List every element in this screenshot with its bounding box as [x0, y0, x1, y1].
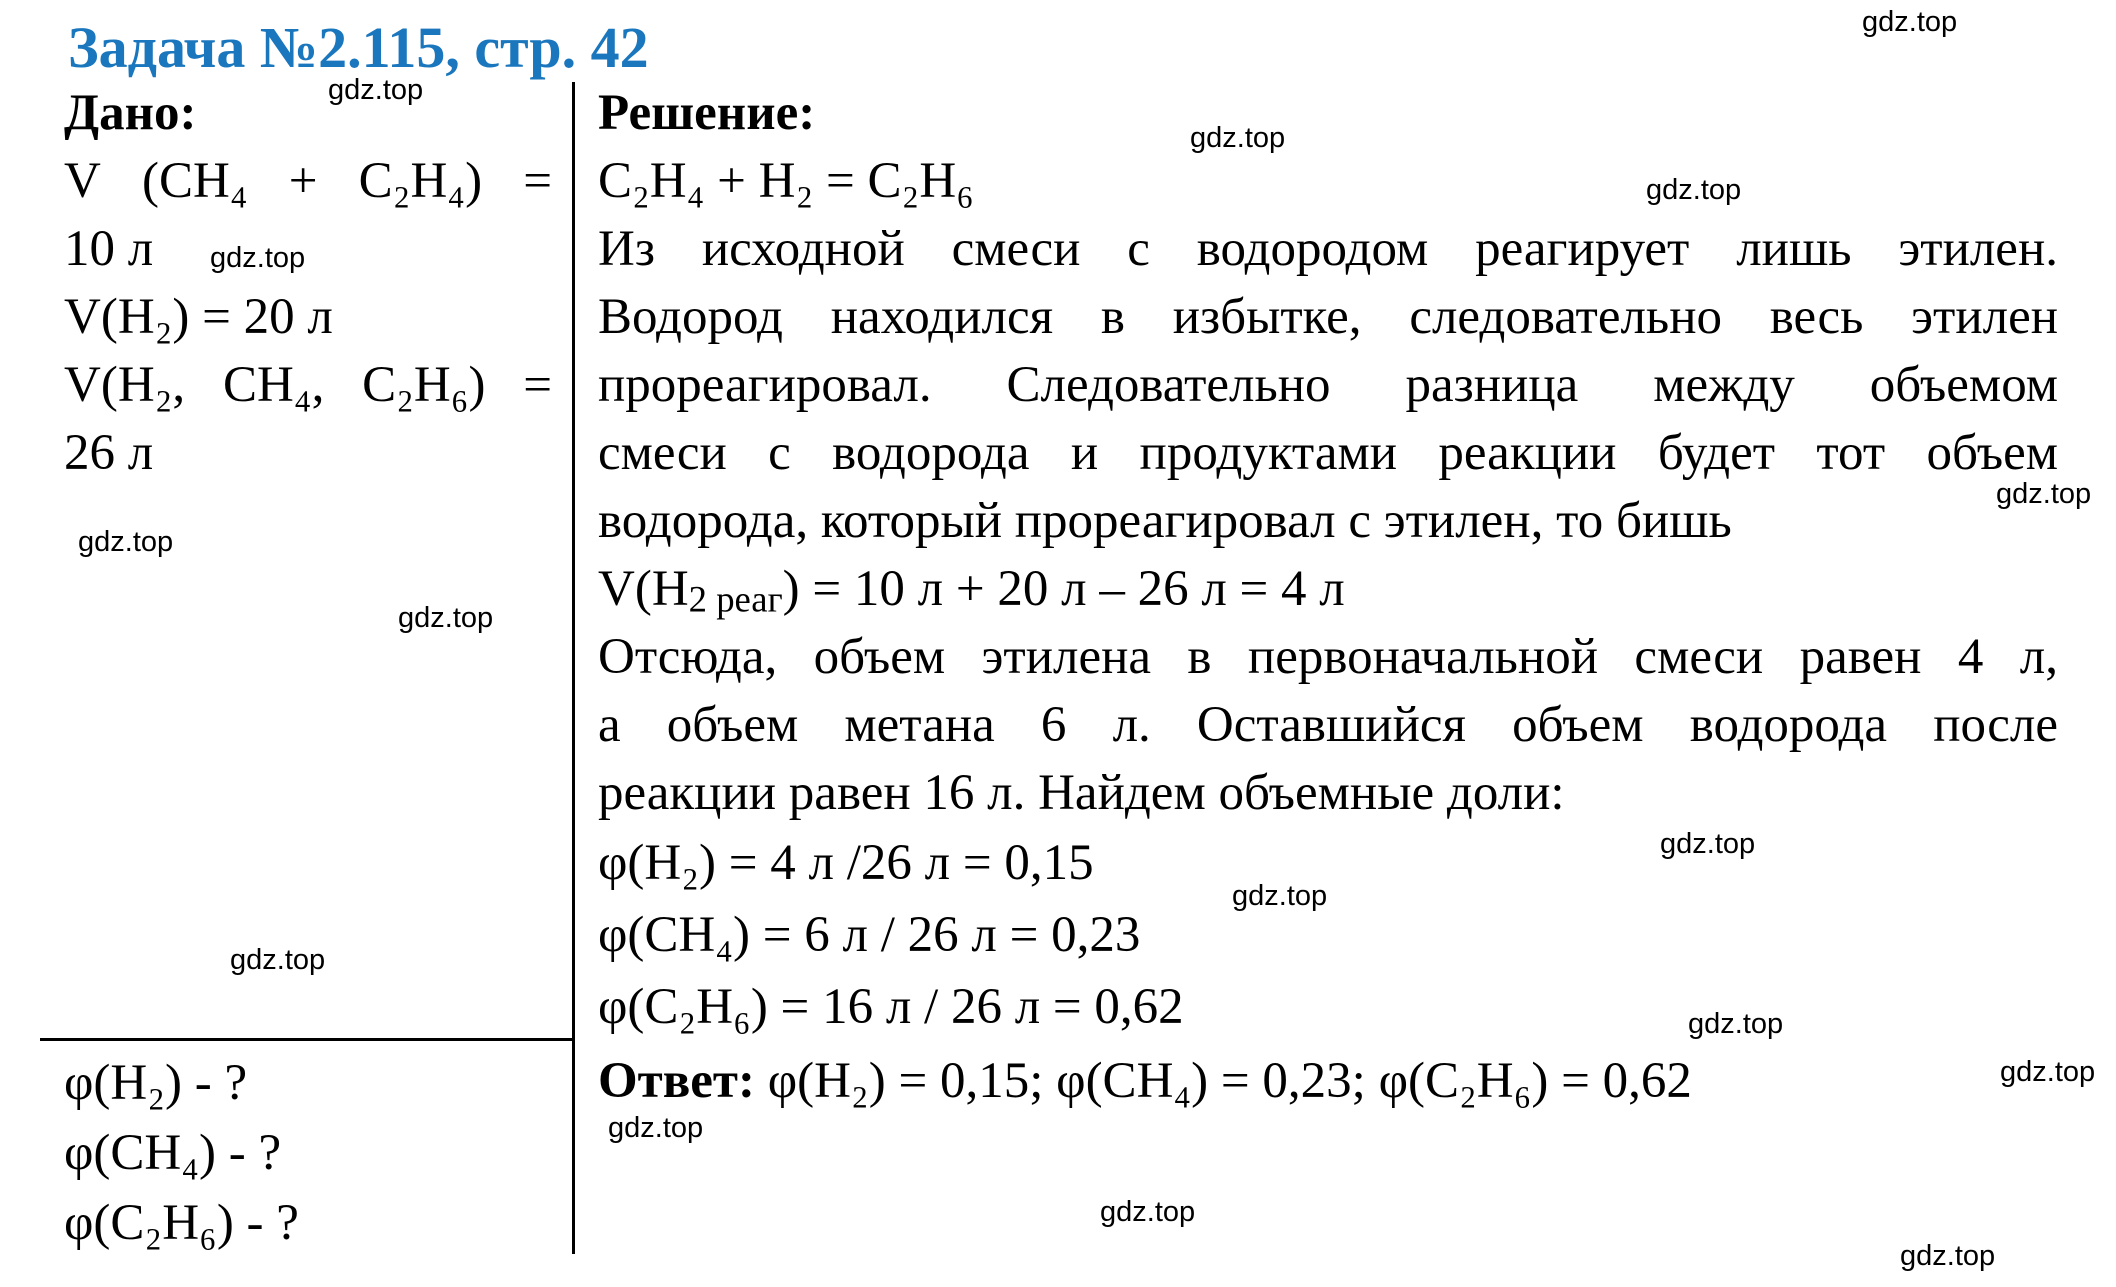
- find-phi-c2h6: φ(C₂H₆) - ?: [64, 1195, 299, 1251]
- watermark: gdz.top: [608, 1112, 704, 1144]
- given-volume-hydrogen: V(H₂) = 20 л: [64, 289, 333, 345]
- watermark: gdz.top: [78, 526, 174, 558]
- reaction-equation: C₂H₄ + H₂ = C₂H₆: [598, 153, 974, 209]
- reacted-hydrogen-calc: [598, 561, 1345, 620]
- given-find-divider: [40, 1038, 573, 1041]
- watermark: gdz.top: [398, 602, 494, 634]
- given-volume-mixture: [64, 153, 552, 209]
- given-volume-final: [64, 357, 552, 413]
- given-volume-part: C₂H₄): [358, 153, 483, 209]
- calc-prefix: V(H: [598, 561, 689, 617]
- solution-text-line: водорода, который прореагировал с этилен, то бишь: [598, 493, 1732, 549]
- watermark: gdz.top: [1862, 6, 1958, 38]
- solution-text-line: прореагировал. Следовательно разница между объемом: [598, 357, 2058, 413]
- given-volume-part: +: [288, 153, 318, 209]
- given-final-part: CH₄,: [222, 357, 325, 413]
- watermark: gdz.top: [328, 74, 424, 106]
- watermark: gdz.top: [1190, 122, 1286, 154]
- given-volume-part: V: [64, 153, 101, 209]
- calc-suffix: ) = 10 л + 20 л – 26 л = 4 л: [782, 561, 1345, 617]
- watermark: gdz.top: [210, 242, 306, 274]
- solution-heading: Решение:: [598, 85, 816, 141]
- solution-text-line: Из исходной смеси с водородом реагирует лишь этилен.: [598, 221, 2058, 277]
- column-divider: [572, 82, 575, 1254]
- watermark: gdz.top: [1660, 828, 1756, 860]
- phi-c2h6-calc: φ(C₂H₆) = 16 л / 26 л = 0,62: [598, 979, 1184, 1035]
- watermark: gdz.top: [1100, 1196, 1196, 1228]
- answer-line: [598, 1053, 1692, 1109]
- page-title: Задача №2.115, стр. 42: [68, 15, 649, 80]
- given-volume-part: (CH₄: [141, 153, 248, 209]
- given-final-part: =: [523, 357, 552, 413]
- find-phi-ch4: φ(CH₄) - ?: [64, 1125, 282, 1181]
- watermark: gdz.top: [1232, 880, 1328, 912]
- solution-text-line: реакции равен 16 л. Найдем объемные доли:: [598, 765, 1565, 821]
- watermark: gdz.top: [1688, 1008, 1784, 1040]
- answer-text: φ(H₂) = 0,15; φ(CH₄) = 0,23; φ(C₂H₆) = 0,62: [754, 1053, 1692, 1109]
- watermark: gdz.top: [2000, 1056, 2096, 1088]
- solution-text-line: смеси с водорода и продуктами реакции будет тот объем: [598, 425, 2058, 481]
- given-heading: Дано:: [64, 85, 197, 141]
- given-volume-final-value: 26 л: [64, 425, 154, 481]
- given-volume-mixture-value: 10 л: [64, 221, 154, 277]
- solution-text-line: а объем метана 6 л. Оставшийся объем водорода после: [598, 697, 2058, 753]
- given-final-part: C₂H₆): [362, 357, 486, 413]
- watermark: gdz.top: [230, 944, 326, 976]
- given-volume-part: =: [523, 153, 552, 209]
- watermark: gdz.top: [1900, 1240, 1996, 1272]
- phi-h2-calc: φ(H₂) = 4 л /26 л = 0,15: [598, 835, 1094, 891]
- solution-text-line: Водород находился в избытке, следовательно весь этилен: [598, 289, 2058, 345]
- given-final-part: V(H₂,: [64, 357, 186, 413]
- solution-text-line: Отсюда, объем этилена в первоначальной смеси равен 4 л,: [598, 629, 2058, 685]
- phi-ch4-calc: φ(CH₄) = 6 л / 26 л = 0,23: [598, 907, 1141, 963]
- answer-label: Ответ:: [598, 1053, 755, 1109]
- watermark: gdz.top: [1646, 174, 1742, 206]
- calc-subscript: 2 реаг: [688, 578, 783, 620]
- find-phi-h2: φ(H₂) - ?: [64, 1055, 248, 1111]
- watermark: gdz.top: [1996, 478, 2092, 510]
